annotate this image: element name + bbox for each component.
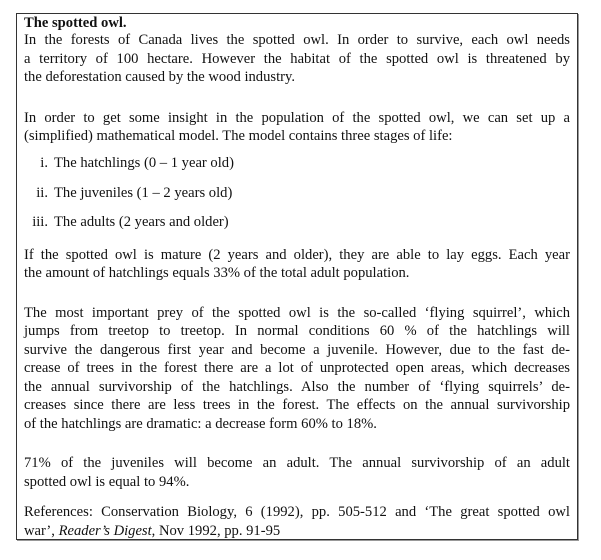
paragraph-prey-line: the annual survivorship of the hatchlings. Also the number of ‘flying squirrels’ de- <box>24 379 570 395</box>
paragraph-prey-line: The most important prey of the spotted owl is the so-called ‘flying squirrel’, which <box>24 305 570 321</box>
paragraph-model-line: In order to get some insight in the population of the spotted owl, we can set up a <box>24 110 570 126</box>
paragraph-prey-line: of the hatchlings are dramatic: a decrease form 60% to 18%. <box>24 416 377 432</box>
stage-list-item <box>8 213 229 231</box>
paragraph-intro-line: a territory of 100 hectare. However the habitat of the spotted owl is threatened by <box>24 51 570 67</box>
references-text: war’, <box>24 523 59 539</box>
list-text: The juveniles (1 – 2 years old) <box>54 185 233 201</box>
paragraph-prey-line: survive the dangerous first year and become a juvenile. However, due to the fast de- <box>24 342 570 358</box>
stage-list-item <box>8 154 234 172</box>
paragraph-juveniles-line: 71% of the juveniles will become an adult. The annual survivorship of an adult <box>24 455 570 471</box>
paragraph-intro-line: In the forests of Canada lives the spotted owl. In order to survive, each owl needs <box>24 32 570 48</box>
journal-title: Reader’s Digest <box>58 523 152 539</box>
paragraph-eggs-line: the amount of hatchlings equals 33% of the total adult population. <box>24 265 410 281</box>
heading: The spotted owl. <box>24 15 127 31</box>
references-line: References: Conservation Biology, 6 (1992), pp. 505-512 and ‘The great spotted owl <box>24 504 570 520</box>
paragraph-prey-line: creases since there are less trees in the forest. The effects on the annual survivorship <box>24 397 570 413</box>
paragraph-prey-line: jumps from treetop to treetop. In normal conditions 60 % of the hatchlings will <box>24 323 570 339</box>
paragraph-model-line: (simplified) mathematical model. The model contains three stages of life: <box>24 128 453 144</box>
paragraph-eggs-line: If the spotted owl is mature (2 years and older), they are able to lay eggs. Each year <box>24 247 570 263</box>
references-text: , Nov 1992, pp. 91-95 <box>151 523 281 539</box>
references-line <box>24 522 570 540</box>
list-number: i. <box>40 155 48 171</box>
paragraph-intro-line: the deforestation caused by the wood industry. <box>24 69 295 85</box>
stage-list-item <box>8 184 232 202</box>
paragraph-prey-line: crease of trees in the forest there are a lot of unprotected open areas, which decreases <box>24 360 570 376</box>
list-number: ii. <box>36 185 48 201</box>
paragraph-juveniles-line: spotted owl is equal to 94%. <box>24 474 190 490</box>
list-text: The adults (2 years and older) <box>54 214 229 230</box>
list-text: The hatchlings (0 – 1 year old) <box>54 155 234 171</box>
list-number: iii. <box>32 214 48 230</box>
